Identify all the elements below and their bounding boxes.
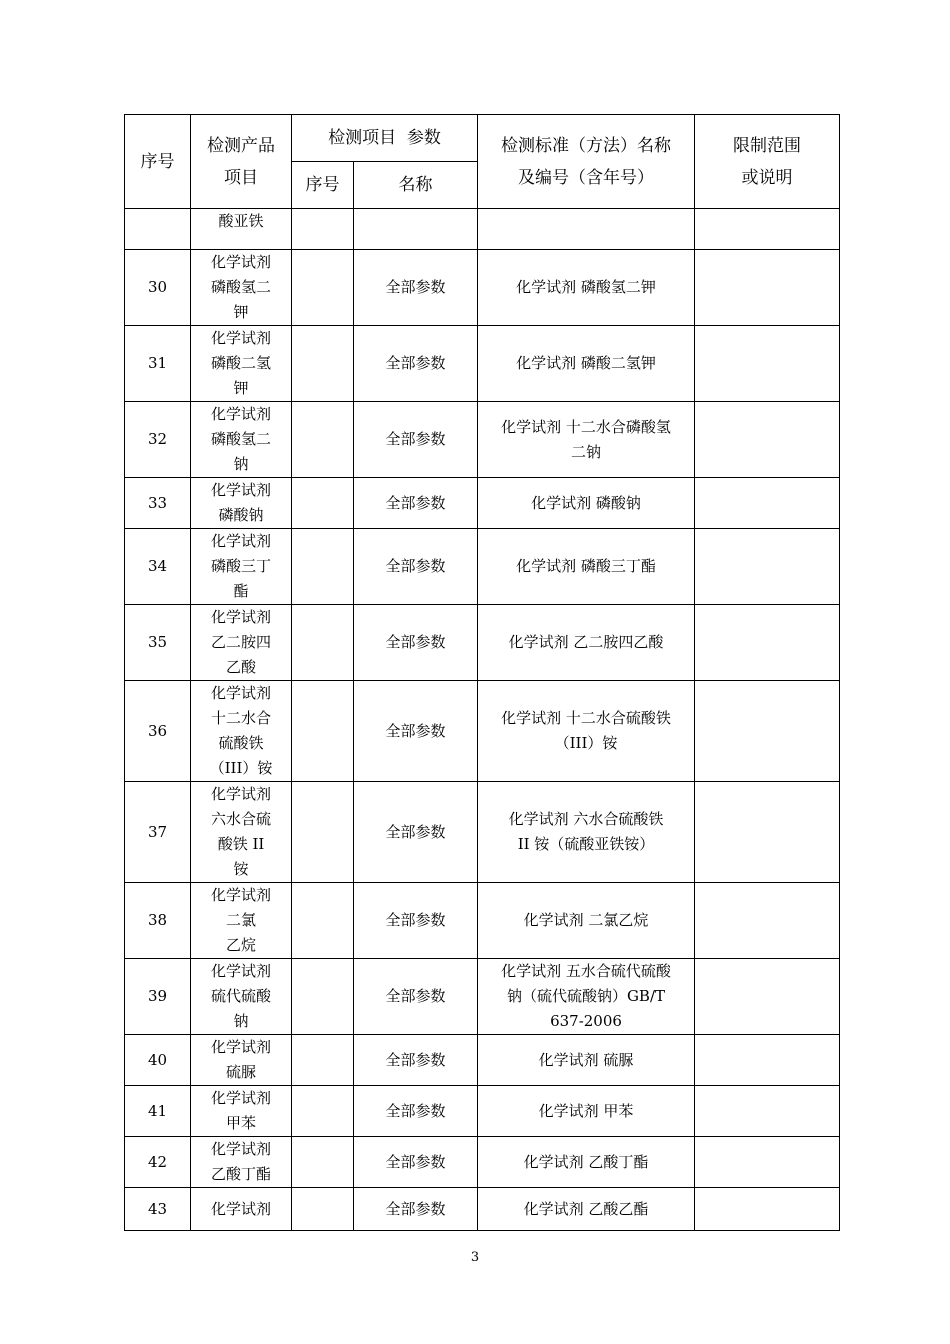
table-row bbox=[125, 209, 840, 250]
row-param: 全部参数 bbox=[354, 605, 478, 681]
row-item-seq bbox=[292, 402, 354, 478]
row-item-seq bbox=[292, 1086, 354, 1137]
row-item-seq bbox=[292, 883, 354, 959]
row-standard: 化学试剂 乙酸丁酯 bbox=[478, 1137, 695, 1188]
table-row bbox=[125, 1137, 840, 1188]
row-seq: 34 bbox=[125, 529, 191, 605]
row-item-seq bbox=[292, 478, 354, 529]
row-product: 化学试剂 乙酸丁酯 bbox=[191, 1137, 292, 1188]
row-limit bbox=[695, 402, 840, 478]
row-product: 化学试剂 磷酸二氢 钾 bbox=[191, 326, 292, 402]
row-standard: 化学试剂 磷酸钠 bbox=[478, 478, 695, 529]
header-limit: 限制范围 或说明 bbox=[695, 115, 840, 209]
row-limit bbox=[695, 209, 840, 250]
table-row bbox=[125, 529, 840, 605]
row-limit bbox=[695, 1035, 840, 1086]
row-product: 化学试剂 磷酸氢二 钠 bbox=[191, 402, 292, 478]
table-row bbox=[125, 782, 840, 883]
row-seq: 43 bbox=[125, 1188, 191, 1231]
row-standard: 化学试剂 磷酸三丁酯 bbox=[478, 529, 695, 605]
row-item-seq bbox=[292, 1137, 354, 1188]
row-param: 全部参数 bbox=[354, 250, 478, 326]
row-item-seq bbox=[292, 529, 354, 605]
row-seq: 38 bbox=[125, 883, 191, 959]
row-standard: 化学试剂 五水合硫代硫酸 钠（硫代硫酸钠）GB/T 637-2006 bbox=[478, 959, 695, 1035]
row-standard: 化学试剂 十二水合磷酸氢 二钠 bbox=[478, 402, 695, 478]
row-product: 化学试剂 磷酸氢二 钾 bbox=[191, 250, 292, 326]
table-row bbox=[125, 478, 840, 529]
row-limit bbox=[695, 782, 840, 883]
row-item-seq bbox=[292, 681, 354, 782]
header-item-name: 名称 bbox=[354, 162, 478, 209]
table-row bbox=[125, 326, 840, 402]
row-param: 全部参数 bbox=[354, 1137, 478, 1188]
header-item-seq: 序号 bbox=[292, 162, 354, 209]
table-row bbox=[125, 681, 840, 782]
row-seq: 32 bbox=[125, 402, 191, 478]
row-item-seq bbox=[292, 209, 354, 250]
table-row bbox=[125, 1086, 840, 1137]
row-product: 化学试剂 甲苯 bbox=[191, 1086, 292, 1137]
row-product: 化学试剂 bbox=[191, 1188, 292, 1231]
row-product: 化学试剂 六水合硫 酸铁 II 铵 bbox=[191, 782, 292, 883]
row-limit bbox=[695, 605, 840, 681]
row-product: 化学试剂 硫代硫酸 钠 bbox=[191, 959, 292, 1035]
row-seq: 42 bbox=[125, 1137, 191, 1188]
row-param: 全部参数 bbox=[354, 959, 478, 1035]
row-seq: 30 bbox=[125, 250, 191, 326]
row-seq: 35 bbox=[125, 605, 191, 681]
row-item-seq bbox=[292, 326, 354, 402]
row-item-seq bbox=[292, 959, 354, 1035]
row-limit bbox=[695, 1137, 840, 1188]
row-limit bbox=[695, 326, 840, 402]
page-number: 3 bbox=[470, 1250, 480, 1265]
row-param bbox=[354, 209, 478, 250]
row-limit bbox=[695, 883, 840, 959]
row-seq: 31 bbox=[125, 326, 191, 402]
row-item-seq bbox=[292, 782, 354, 883]
row-product: 化学试剂 硫脲 bbox=[191, 1035, 292, 1086]
row-product: 化学试剂 乙二胺四 乙酸 bbox=[191, 605, 292, 681]
row-product: 酸亚铁 bbox=[191, 209, 292, 250]
row-seq: 36 bbox=[125, 681, 191, 782]
header-seq: 序号 bbox=[125, 115, 191, 209]
row-limit bbox=[695, 250, 840, 326]
row-seq bbox=[125, 209, 191, 250]
row-standard: 化学试剂 十二水合硫酸铁 （III）铵 bbox=[478, 681, 695, 782]
table-row bbox=[125, 1035, 840, 1086]
table-row bbox=[125, 959, 840, 1035]
row-item-seq bbox=[292, 250, 354, 326]
row-param: 全部参数 bbox=[354, 326, 478, 402]
row-seq: 40 bbox=[125, 1035, 191, 1086]
header-standard: 检测标准（方法）名称 及编号（含年号） bbox=[478, 115, 695, 209]
row-param: 全部参数 bbox=[354, 883, 478, 959]
row-seq: 41 bbox=[125, 1086, 191, 1137]
row-product: 化学试剂 磷酸三丁 酯 bbox=[191, 529, 292, 605]
table-row bbox=[125, 1188, 840, 1231]
row-limit bbox=[695, 1086, 840, 1137]
row-limit bbox=[695, 478, 840, 529]
test-items-table bbox=[124, 114, 840, 1231]
row-item-seq bbox=[292, 1188, 354, 1231]
row-standard: 化学试剂 二氯乙烷 bbox=[478, 883, 695, 959]
row-seq: 39 bbox=[125, 959, 191, 1035]
row-standard: 化学试剂 乙二胺四乙酸 bbox=[478, 605, 695, 681]
row-param: 全部参数 bbox=[354, 1086, 478, 1137]
row-standard: 化学试剂 硫脲 bbox=[478, 1035, 695, 1086]
row-standard: 化学试剂 乙酸乙酯 bbox=[478, 1188, 695, 1231]
row-param: 全部参数 bbox=[354, 681, 478, 782]
row-param: 全部参数 bbox=[354, 782, 478, 883]
table-row bbox=[125, 883, 840, 959]
row-param: 全部参数 bbox=[354, 1035, 478, 1086]
row-standard: 化学试剂 甲苯 bbox=[478, 1086, 695, 1137]
header-product: 检测产品 项目 bbox=[191, 115, 292, 209]
row-product: 化学试剂 磷酸钠 bbox=[191, 478, 292, 529]
row-param: 全部参数 bbox=[354, 1188, 478, 1231]
row-seq: 37 bbox=[125, 782, 191, 883]
row-limit bbox=[695, 1188, 840, 1231]
row-standard: 化学试剂 六水合硫酸铁 II 铵（硫酸亚铁铵） bbox=[478, 782, 695, 883]
row-standard bbox=[478, 209, 695, 250]
row-item-seq bbox=[292, 1035, 354, 1086]
row-product: 化学试剂 十二水合 硫酸铁 （III）铵 bbox=[191, 681, 292, 782]
row-product: 化学试剂 二氯 乙烷 bbox=[191, 883, 292, 959]
header-item-param: 检测项目 参数 bbox=[292, 115, 478, 162]
row-param: 全部参数 bbox=[354, 529, 478, 605]
row-item-seq bbox=[292, 605, 354, 681]
row-standard: 化学试剂 磷酸二氢钾 bbox=[478, 326, 695, 402]
table-row bbox=[125, 250, 840, 326]
row-limit bbox=[695, 529, 840, 605]
row-param: 全部参数 bbox=[354, 478, 478, 529]
table-row bbox=[125, 605, 840, 681]
row-limit bbox=[695, 959, 840, 1035]
row-limit bbox=[695, 681, 840, 782]
row-seq: 33 bbox=[125, 478, 191, 529]
row-param: 全部参数 bbox=[354, 402, 478, 478]
table-row bbox=[125, 402, 840, 478]
row-standard: 化学试剂 磷酸氢二钾 bbox=[478, 250, 695, 326]
